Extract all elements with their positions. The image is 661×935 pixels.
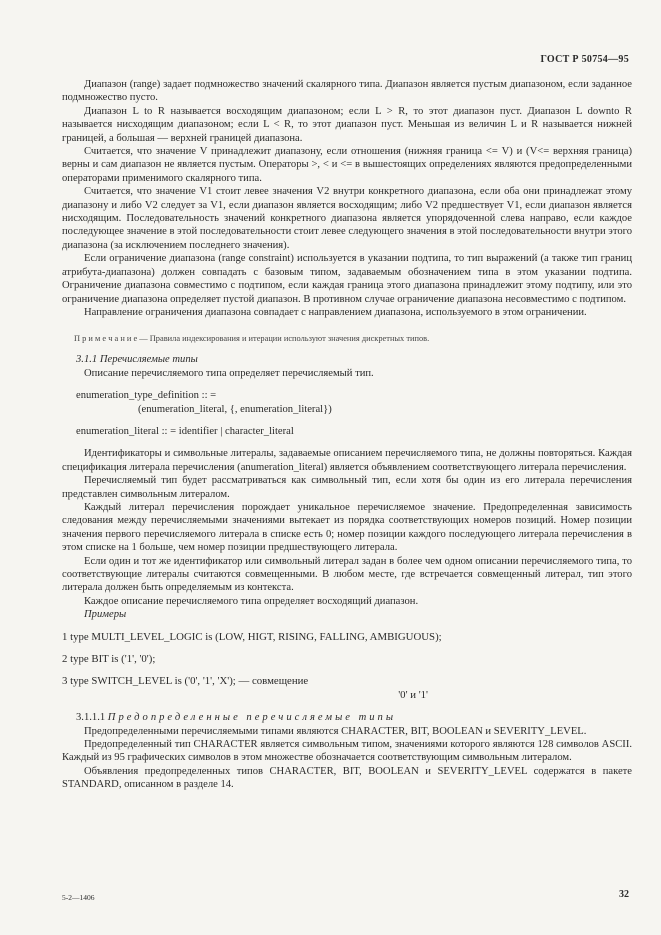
section-title	[62, 711, 632, 724]
paragraph: Предопределенными перечисляемыми типами являются CHARACTER, BIT, BOOLEAN и SEVERITY_LEVEL.	[84, 725, 587, 737]
paragraph: Каждый литерал перечисления порождает уникальное перечисляемое значение. Предопределенная зависимость следования между перечисляемыми значениями вытекает из порядка соответствующих номеров позиций. Номер позиции значения первого перечисляемого литерала в списке есть 0; номер позиции каждого последующего литерала перечисления в этом списке на 1 больше, чем номер позиции предшествующего литерала.	[62, 501, 632, 554]
section-heading: Предопределенные перечисляемые типы	[107, 712, 397, 724]
paragraph: Идентификаторы и символьные литералы, задаваемые описанием перечисляемого типа, не должны повторяться. Каждая спецификация литерала перечисления (anumeration_literal) является объявлением соответствующего литерала перечисления.	[62, 448, 632, 473]
paragraph: Диапазон L to R называется восходящим диапазоном; если L > R, то этот диапазон пуст. Диапазон L downto R называется нисходящим диапазоном; если L < R, то этот диапазон пуст. Меньшая из величин L и R называется нижней границей, а большая — верхней границей диапазона.	[62, 105, 632, 144]
code-line: (enumeration_literal, {, enumeration_literal})	[138, 403, 332, 415]
example-line: 3 type SWITCH_LEVEL is ('0', '1', 'X'); — совмещение	[62, 675, 309, 688]
paragraph: Перечисляемый тип будет рассматриваться как символьный тип, если хотя бы один из его литерала перечисления представлен символьным литералом.	[62, 475, 632, 500]
code-line: enumeration_type_definition :: =	[76, 390, 217, 402]
page-number: 32	[619, 889, 629, 900]
paragraph: Направление ограничения диапазона совпадает с направлением диапазона, используемого в этом ограничении.	[84, 306, 587, 318]
paragraph: Если один и тот же идентификатор или символьный литерал задан в более чем одном описании перечисляемого типа, то соответствующие литералы считаются совмещенными. В любом месте, где встречается совмещенный литерал, тип этого литерала должен быть определяемым из контекста.	[62, 555, 632, 594]
note: П р и м е ч а н и е — Правила индексирования и итерации используют значения дискретных типов.	[74, 334, 430, 344]
paragraph: Описание перечисляемого типа определяет перечисляемый тип.	[84, 367, 374, 379]
example-line: 2 type BIT is ('1', '0');	[62, 653, 156, 666]
code-line: enumeration_literal :: = identifier | character_literal	[76, 425, 294, 437]
paragraph: Диапазон (range) задает подмножество значений скалярного типа. Диапазон является пустым диапазоном, если заданное подмножество пусто.	[62, 79, 632, 104]
section-title: 3.1.1 Перечисляемые типы	[76, 354, 198, 366]
examples-title: Примеры	[84, 609, 127, 621]
paragraph: Предопределенный тип CHARACTER является символьным типом, значениями которого являются 128 символов ASCII. Каждый из 95 графических символов в этом множестве обозначается соответствующим символьным литералом.	[62, 739, 632, 764]
document-body	[62, 78, 632, 792]
paragraph: Объявления предопределенных типов CHARACTER, BIT, BOOLEAN и SEVERITY_LEVEL содержатся в пакете STANDARD, описанном в разделе 14.	[62, 765, 632, 791]
example-line: 1 type MULTI_LEVEL_LOGIC is (LOW, HIGT, RISING, FALLING, AMBIGUOUS);	[62, 630, 442, 643]
section-number: 3.1.1.1	[76, 712, 106, 724]
paragraph: Каждое описание перечисляемого типа определяет восходящий диапазон.	[84, 595, 419, 607]
footer-code: 5-2—1406	[62, 893, 95, 902]
example-line: '0' и '1'	[398, 688, 428, 701]
paragraph: Если ограничение диапазона (range constraint) используется в указании подтипа, то тип выражений (а также тип границ атрибута-диапазона) должен совпадать с базовым типом, задаваемым обозначением типа в этом указании подтипа. Ограничение диапазона совместимо с подтипом, если каждая граница этого диапазона принадлежит этому подтипу, или это ограничение диапазона определяет пустой диапазон. В противном случае ограничение диапазона несовместимо с подтипом.	[62, 253, 632, 305]
paragraph: Считается, что значение V1 стоит левее значения V2 внутри конкретного диапазона, если оба они принадлежат этому диапазону и либо V2 следует за V1, если диапазон является восходящим; либо V2 предшествует V1, если диапазон является нисходящим. Последовательность значений конкретного диапазона является упорядоченной слева направо, если каждое последующее значение в этой последовательности стоит левее следующего значения в этой последовательности внутри этого диапазона (за исключением последнего значения).	[62, 186, 632, 251]
document-header: ГОСТ Р 50754—95	[540, 54, 629, 65]
paragraph: Считается, что значение V принадлежит диапазону, если отношения (нижняя граница <= V) и (V<= верхняя граница) верны и сам диапазон не является пустым. Операторы >, < и <= в вышестоящих определениях являются предопределенными операторами применимого скалярного типа.	[62, 146, 632, 184]
